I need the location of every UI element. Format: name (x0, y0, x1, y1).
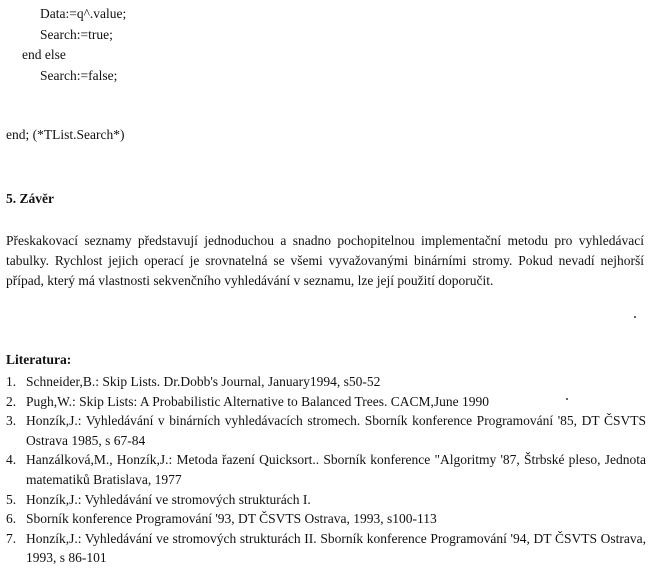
reference-number: 5. (6, 491, 17, 507)
reference-text: Schneider,B.: Skip Lists. Dr.Dobb's Journal, January1994, s50-52 (26, 374, 381, 389)
reference-text: Honzík,J.: Vyhledávání ve stromových strukturách I. (26, 491, 311, 507)
literature-heading: Literatura: (6, 352, 72, 367)
reference-number: 1. (6, 374, 17, 389)
scan-speck (566, 398, 568, 400)
reference-number: 2. (6, 393, 17, 409)
code-line: Search:=true; (40, 26, 113, 42)
code-line: Search:=false; (40, 67, 118, 83)
code-block (0, 4, 651, 86)
conclusion-paragraph: Přeskakovací seznamy představují jednoduchou a snadno pochopitelnou implementační metodu pro vyhledávací tabulky. Rychlost jejich operací je srovnatelná se všemi vyvažovanými binárními stromy. Pokud nevadí nejhorší případ, který má vlastnosti sekvenčního vyhledávání v seznamu, lze její použití doporučit. (6, 233, 644, 288)
code-end-line: end; (*TList.Search*) (6, 127, 125, 142)
reference-item (6, 392, 646, 412)
code-line: end else (22, 47, 66, 62)
section-heading: 5. Závěr (6, 191, 54, 206)
reference-text: Pugh,W.: Skip Lists: A Probabilistic Alternative to Balanced Trees. CACM,June 1990 (26, 393, 490, 409)
reference-text: Hanzálková,M., Honzík,J.: Metoda řazení Quicksort.. Sborník konference "Algoritmy '87, Štrbské pleso, Jednota matematiků Bratislava, 1977 (26, 452, 646, 487)
reference-item (6, 411, 646, 450)
reference-list (6, 372, 646, 568)
reference-item (6, 490, 646, 510)
reference-number: 4. (6, 452, 17, 468)
scan-speck (634, 316, 636, 318)
reference-item (6, 509, 646, 529)
reference-text: Sborník konference Programování '93, DT ČSVTS Ostrava, 1993, s100-113 (26, 511, 437, 527)
code-line: Data:=q^.value; (40, 6, 127, 21)
reference-number: 6. (6, 511, 17, 527)
reference-text: Honzík,J.: Vyhledávání v binárních vyhledávacích stromech. Sborník konference Programování '85, DT ČSVTS Ostrava 1985, s 67-84 (26, 413, 646, 448)
reference-number: 3. (6, 413, 17, 429)
reference-item (6, 450, 646, 489)
reference-item (6, 372, 646, 392)
reference-text: Honzík,J.: Vyhledávání ve stromových strukturách II. Sborník konference Programování '94, DT ČSVTS Ostrava, 1993, s 86-101 (26, 530, 646, 566)
reference-number: 7. (6, 530, 17, 546)
reference-item (6, 529, 646, 568)
